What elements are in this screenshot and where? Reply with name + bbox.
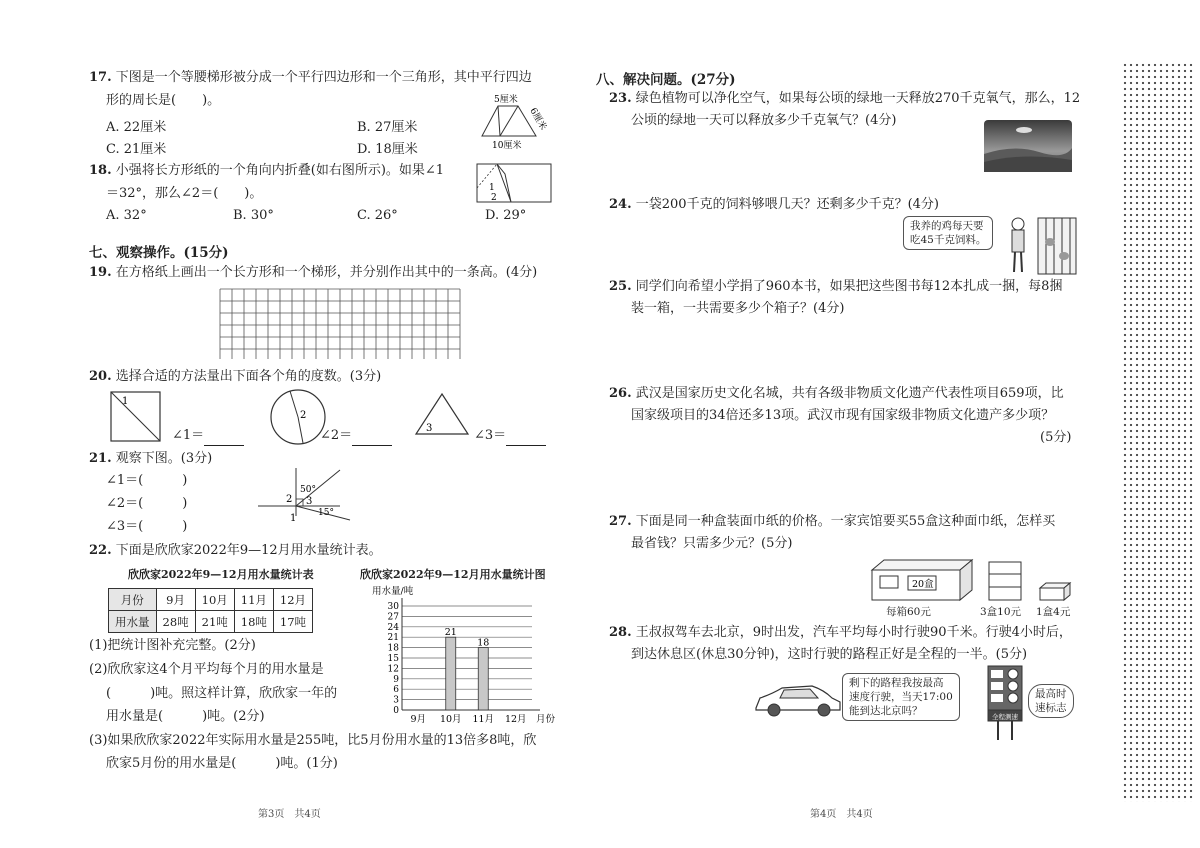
q26-line1	[609, 384, 1064, 404]
q22-sub2a: (2)欣欣家这4个月平均每个月的用水量是	[89, 662, 324, 677]
q22-sub3b[interactable]: 欣家5月份的用水量是( )吨。(1分)	[106, 756, 338, 771]
q22-number: 22.	[89, 543, 112, 558]
q28-bubble-line1: 剩下的路程我按最高	[849, 677, 944, 689]
q22-line	[89, 541, 382, 561]
q23-number: 23.	[609, 91, 632, 106]
table-cell: 28吨	[156, 611, 195, 633]
q18-fold-figure	[475, 160, 555, 206]
q18-line2: ＝32°，那么∠2＝( )。	[106, 186, 263, 201]
q20-fig-num1: 1	[122, 396, 129, 407]
table-cell: 17吨	[273, 611, 312, 633]
q20-answer-3	[474, 426, 546, 446]
single-tissue-box-image	[1038, 582, 1072, 602]
q18-option-c: C. 26°	[357, 208, 398, 223]
q23-line2: 公顷的绿地一天可以释放多少千克氧气？(4分)	[631, 113, 897, 128]
left-page-footer: 第3页 共4页	[258, 809, 321, 820]
q21-answer-1[interactable]: ∠1＝( )	[106, 473, 188, 488]
chart-y-tick-label: 3	[393, 695, 399, 706]
q26-line3: (5分)	[1040, 430, 1072, 445]
q21-fig-num2: 2	[286, 494, 293, 505]
q20-number: 20.	[89, 369, 112, 384]
q22-sub2c[interactable]: 用水量是( )吨。(2分)	[106, 709, 265, 724]
q20-blank-2[interactable]	[352, 431, 392, 446]
q17-trapezoid-figure	[478, 90, 558, 152]
table-cell: 21吨	[195, 611, 234, 633]
chart-y-axis-label: 用水量/吨	[372, 586, 414, 597]
q18-line1	[89, 161, 444, 181]
q17-option-c: C. 21厘米	[106, 142, 167, 157]
farmer-chicken-coop-image	[1004, 212, 1078, 276]
q28-bubble-line2: 速度行驶，当天17:00	[849, 691, 953, 703]
q25-line1	[609, 277, 1062, 297]
water-usage-bar-chart[interactable]	[362, 582, 562, 728]
chart-bar-label: 18	[477, 637, 490, 649]
q20-triangle-figure	[414, 392, 470, 438]
table-cell: 12月	[273, 589, 312, 611]
q24-line1	[609, 195, 939, 215]
q18-number: 18.	[89, 163, 112, 178]
table-cell: 月份	[109, 589, 157, 611]
q26-number: 26.	[609, 386, 632, 401]
q28-sign-bubble	[1028, 684, 1074, 718]
q28-text: 王叔叔驾车去北京，9时出发，汽车平均每小时行驶90千米。行驶4小时后，	[635, 625, 1072, 640]
q20-line	[89, 367, 381, 387]
q21-fig-15-label: 15°	[318, 508, 334, 518]
q28-line2: 到达休息区(休息30分钟)，这时行驶的路程正好是全程的一半。(5分)	[631, 647, 1028, 662]
chart-bar	[446, 637, 456, 710]
q27-text: 下面是同一种盒装面巾纸的价格。一家宾馆要买55盒这种面巾纸，怎样买	[635, 514, 1056, 529]
chart-y-tick-label: 0	[393, 706, 399, 716]
q17-fig-top-label: 5厘米	[494, 95, 518, 105]
table-cell: 9月	[156, 589, 195, 611]
chart-x-tick-label: 9月	[410, 714, 427, 725]
q27-number: 27.	[609, 514, 632, 529]
binding-strip-pattern	[1122, 62, 1194, 802]
q28-speech-bubble	[842, 673, 960, 721]
q20-fig-num3: 3	[426, 423, 433, 434]
tissue-box-label: 20盒	[912, 579, 934, 590]
chart-bar-label: 21	[444, 627, 457, 639]
q22-sub3a: (3)如果欣欣家2022年实际用水量是255吨，比5月份用水量的13倍多8吨，欣	[89, 733, 537, 748]
q20-blank-3[interactable]	[506, 431, 546, 446]
chart-x-tick-label: 10月	[439, 714, 462, 725]
car-image	[752, 680, 844, 720]
chart-bar	[478, 648, 488, 710]
speed-limit-sign-image	[984, 664, 1026, 740]
chart-y-tick-label: 9	[393, 674, 399, 685]
q24-speech-bubble	[903, 216, 993, 250]
q27-price-single: 1盒4元	[1036, 606, 1071, 618]
q20-circle-figure	[268, 388, 328, 446]
q27-line1	[609, 512, 1055, 532]
chart-y-tick-label: 6	[393, 685, 399, 696]
q19-text: 在方格纸上画出一个长方形和一个梯形，并分别作出其中的一条高。(4分)	[115, 265, 538, 280]
q20-blank-1[interactable]	[204, 431, 244, 446]
q22-table-title: 欣欣家2022年9—12月用水量统计表	[128, 568, 314, 581]
q21-answer-2[interactable]: ∠2＝( )	[106, 496, 188, 511]
q28-sign-bubble-line1: 最高时	[1035, 688, 1067, 700]
q24-number: 24.	[609, 197, 632, 212]
q21-angles-figure	[258, 466, 354, 522]
chart-x-tick-label: 12月	[504, 714, 527, 725]
q24-text: 一袋200千克的饲料够喂几天？还剩多少千克？(4分)	[635, 197, 939, 212]
q20-label-3: ∠3＝	[474, 428, 507, 443]
q20-answer-2	[320, 426, 392, 446]
q28-line1	[609, 623, 1072, 643]
q21-line	[89, 449, 212, 469]
q17-option-a: A. 22厘米	[106, 120, 167, 135]
right-page-footer: 第4页 共4页	[810, 809, 873, 820]
q19-grid-paper[interactable]	[218, 287, 464, 359]
q23-text: 绿色植物可以净化空气，如果每公顷的绿地一天释放270千克氧气，那么，12	[635, 91, 1081, 106]
q17-fig-bottom-label: 10厘米	[492, 141, 522, 151]
q24-bubble-line2: 吃45千克饲料。	[910, 234, 987, 246]
q22-sub2b[interactable]: ( )吨。照这样计算，欣欣家一年的	[106, 686, 338, 701]
section-8-heading: 八、解决问题。(27分)	[596, 72, 736, 88]
q17-line2: 形的周长是( )。	[106, 93, 221, 108]
table-row	[109, 611, 313, 633]
q20-text: 选择合适的方法量出下面各个角的度数。(3分)	[115, 369, 382, 384]
chart-y-tick-label: 27	[387, 612, 399, 623]
q25-number: 25.	[609, 279, 632, 294]
grassland-image	[984, 120, 1072, 172]
chart-y-tick-label: 15	[387, 654, 399, 664]
q17-text: 下图是一个等腰梯形被分成一个平行四边形和一个三角形，其中平行四边	[115, 70, 532, 85]
chart-x-tick-label: 11月	[472, 714, 495, 725]
q27-price-box: 每箱60元	[886, 606, 931, 618]
q18-angle1-label: 1	[489, 183, 495, 193]
q25-line2: 装一箱，一共需要多少个箱子？(4分)	[631, 301, 845, 316]
three-tissue-boxes-image	[985, 560, 1025, 602]
q17-line1	[89, 68, 532, 88]
q21-text: 观察下图。(3分)	[115, 451, 213, 466]
q27-line2: 最省钱？只需多少元？(5分)	[631, 536, 793, 551]
chart-y-tick-label: 24	[387, 622, 399, 633]
q18-angle2-label: 2	[491, 193, 497, 203]
q26-text: 武汉是国家历史文化名城，共有各级非物质文化遗产代表性项目659项，比	[635, 386, 1064, 401]
chart-x-axis-unit: 月份	[536, 714, 556, 725]
q21-fig-num3: 3	[306, 496, 313, 507]
table-cell: 18吨	[234, 611, 273, 633]
table-cell: 10月	[195, 589, 234, 611]
q20-square-figure	[110, 391, 162, 443]
q18-text: 小强将长方形纸的一个角向内折叠(如右图所示)。如果∠1	[115, 163, 445, 178]
table-row	[109, 589, 313, 611]
chart-y-tick-label: 12	[387, 664, 399, 675]
q20-label-2: ∠2＝	[320, 428, 353, 443]
q28-bubble-line3: 能到达北京吗？	[849, 705, 923, 717]
q21-fig-50-label: 50°	[300, 485, 316, 495]
chart-y-tick-label: 18	[387, 643, 399, 654]
q21-fig-num1: 1	[290, 513, 297, 522]
q20-fig-num2: 2	[300, 410, 307, 421]
sign-bottom-label: 全程测速	[992, 713, 1018, 721]
table-cell: 用水量	[109, 611, 157, 633]
chart-y-tick-label: 21	[387, 633, 399, 644]
section-7-heading: 七、观察操作。(15分)	[89, 245, 229, 261]
q27-price-three: 3盒10元	[980, 606, 1022, 618]
q18-option-b: B. 30°	[233, 208, 274, 223]
q21-number: 21.	[89, 451, 112, 466]
q17-fig-side-label: 6厘米	[527, 106, 548, 133]
q20-label-1: ∠1＝	[172, 428, 205, 443]
table-cell: 11月	[234, 589, 273, 611]
q21-answer-3[interactable]: ∠3＝( )	[106, 519, 188, 534]
q17-option-d: D. 18厘米	[357, 142, 418, 157]
q22-chart-title: 欣欣家2022年9—12月用水量统计图	[360, 568, 546, 581]
q17-option-b: B. 27厘米	[357, 120, 418, 135]
q22-sub1: (1)把统计图补充完整。(2分)	[89, 638, 256, 653]
q26-line2: 国家级项目的34倍还多13项。武汉市现有国家级非物质文化遗产多少项？	[631, 408, 1055, 423]
chart-y-tick-label: 30	[387, 602, 399, 612]
q18-option-a: A. 32°	[106, 208, 147, 223]
q19-line	[89, 263, 537, 283]
large-tissue-box-image	[868, 558, 976, 602]
q28-sign-bubble-line2: 速标志	[1035, 702, 1067, 714]
q19-number: 19.	[89, 265, 112, 280]
q20-answer-1	[172, 426, 244, 446]
q18-option-d: D. 29°	[485, 208, 527, 223]
q25-text: 同学们向希望小学捐了960本书，如果把这些图书每12本扎成一捆，每8捆	[635, 279, 1063, 294]
q22-text: 下面是欣欣家2022年9—12月用水量统计表。	[115, 543, 382, 558]
q28-number: 28.	[609, 625, 632, 640]
water-usage-table	[108, 588, 313, 633]
q17-number: 17.	[89, 70, 112, 85]
q23-line1	[609, 89, 1080, 109]
q24-bubble-line1: 我养的鸡每天要	[910, 220, 984, 232]
